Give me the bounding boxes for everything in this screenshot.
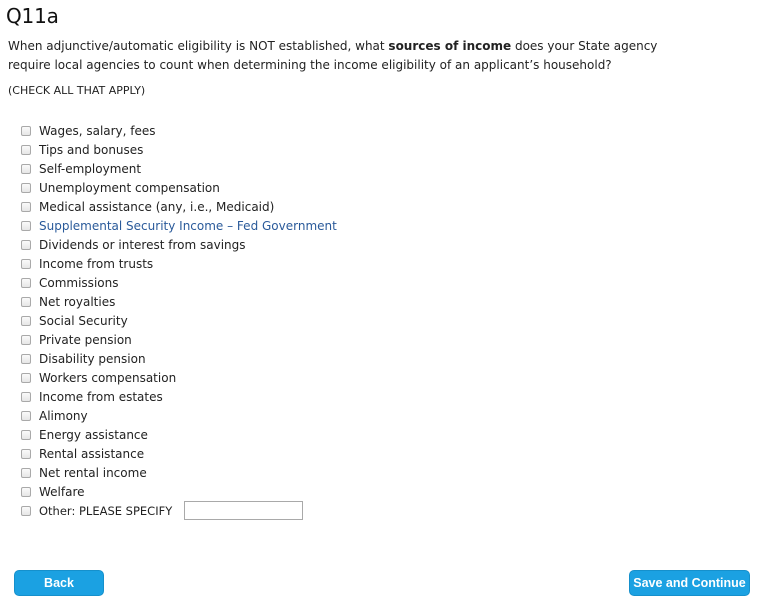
option-disability-pension[interactable] — [21, 349, 337, 368]
checkbox[interactable] — [21, 392, 31, 402]
option-label: Self-employment — [39, 161, 142, 176]
question-instruction: (CHECK ALL THAT APPLY) — [8, 84, 146, 97]
back-button[interactable]: Back — [14, 570, 104, 596]
option-label: Workers compensation — [39, 370, 177, 385]
option-estates[interactable] — [21, 387, 337, 406]
option-label: Tips and bonuses — [39, 142, 144, 157]
checkbox[interactable] — [21, 240, 31, 250]
option-royalties[interactable] — [21, 292, 337, 311]
option-dividends[interactable] — [21, 235, 337, 254]
option-ssi[interactable] — [21, 216, 337, 235]
save-and-continue-button[interactable]: Save and Continue — [629, 570, 750, 596]
option-label: Net royalties — [39, 294, 116, 309]
option-tips[interactable] — [21, 140, 337, 159]
checkbox[interactable] — [21, 278, 31, 288]
checkbox[interactable] — [21, 126, 31, 136]
option-rental-assistance[interactable] — [21, 444, 337, 463]
option-wages[interactable] — [21, 121, 337, 140]
checkbox[interactable] — [21, 487, 31, 497]
checkbox[interactable] — [21, 297, 31, 307]
checkbox[interactable] — [21, 468, 31, 478]
checkbox[interactable] — [21, 221, 31, 231]
option-private-pension[interactable] — [21, 330, 337, 349]
option-label: Commissions — [39, 275, 119, 290]
option-label: Unemployment compensation — [39, 180, 220, 195]
option-unemployment[interactable] — [21, 178, 337, 197]
option-label: Energy assistance — [39, 427, 148, 442]
checkbox[interactable] — [21, 145, 31, 155]
option-self-employment[interactable] — [21, 159, 337, 178]
option-label: Income from trusts — [39, 256, 154, 271]
checkbox[interactable] — [21, 335, 31, 345]
question-text-bold: sources of income — [388, 39, 512, 53]
checkbox[interactable] — [21, 506, 31, 516]
other-specify-input[interactable] — [184, 501, 303, 520]
question-text-part2: does your State agency require local agencies to count when determining the income eligibility of an applicant’s household? — [8, 39, 658, 72]
checkbox[interactable] — [21, 354, 31, 364]
option-welfare[interactable] — [21, 482, 337, 501]
checkbox[interactable] — [21, 373, 31, 383]
option-medical-assistance[interactable] — [21, 197, 337, 216]
question-id: Q11a — [6, 4, 59, 28]
option-label: Dividends or interest from savings — [39, 237, 246, 252]
option-label: Income from estates — [39, 389, 163, 404]
question-text-part1: When adjunctive/automatic eligibility is NOT established, what — [8, 39, 389, 53]
option-energy-assistance[interactable] — [21, 425, 337, 444]
option-label: Rental assistance — [39, 446, 145, 461]
checkbox[interactable] — [21, 430, 31, 440]
option-label: Private pension — [39, 332, 132, 347]
checkbox[interactable] — [21, 259, 31, 269]
option-label: Net rental income — [39, 465, 147, 480]
option-label: Alimony — [39, 408, 88, 423]
option-net-rental-income[interactable] — [21, 463, 337, 482]
checkbox[interactable] — [21, 411, 31, 421]
checkbox[interactable] — [21, 449, 31, 459]
option-label: Supplemental Security Income – Fed Government — [39, 218, 337, 233]
checkbox[interactable] — [21, 316, 31, 326]
option-other[interactable] — [21, 501, 337, 520]
option-label: Other: PLEASE SPECIFY — [39, 503, 173, 518]
checkbox[interactable] — [21, 183, 31, 193]
option-trusts[interactable] — [21, 254, 337, 273]
option-label: Welfare — [39, 484, 85, 499]
question-text — [8, 37, 668, 74]
option-label: Wages, salary, fees — [39, 123, 156, 138]
checkbox[interactable] — [21, 202, 31, 212]
checkbox[interactable] — [21, 164, 31, 174]
option-commissions[interactable] — [21, 273, 337, 292]
option-label: Social Security — [39, 313, 128, 328]
option-workers-comp[interactable] — [21, 368, 337, 387]
options-list — [21, 121, 337, 520]
option-label: Disability pension — [39, 351, 146, 366]
option-alimony[interactable] — [21, 406, 337, 425]
option-social-security[interactable] — [21, 311, 337, 330]
option-label: Medical assistance (any, i.e., Medicaid) — [39, 199, 275, 214]
